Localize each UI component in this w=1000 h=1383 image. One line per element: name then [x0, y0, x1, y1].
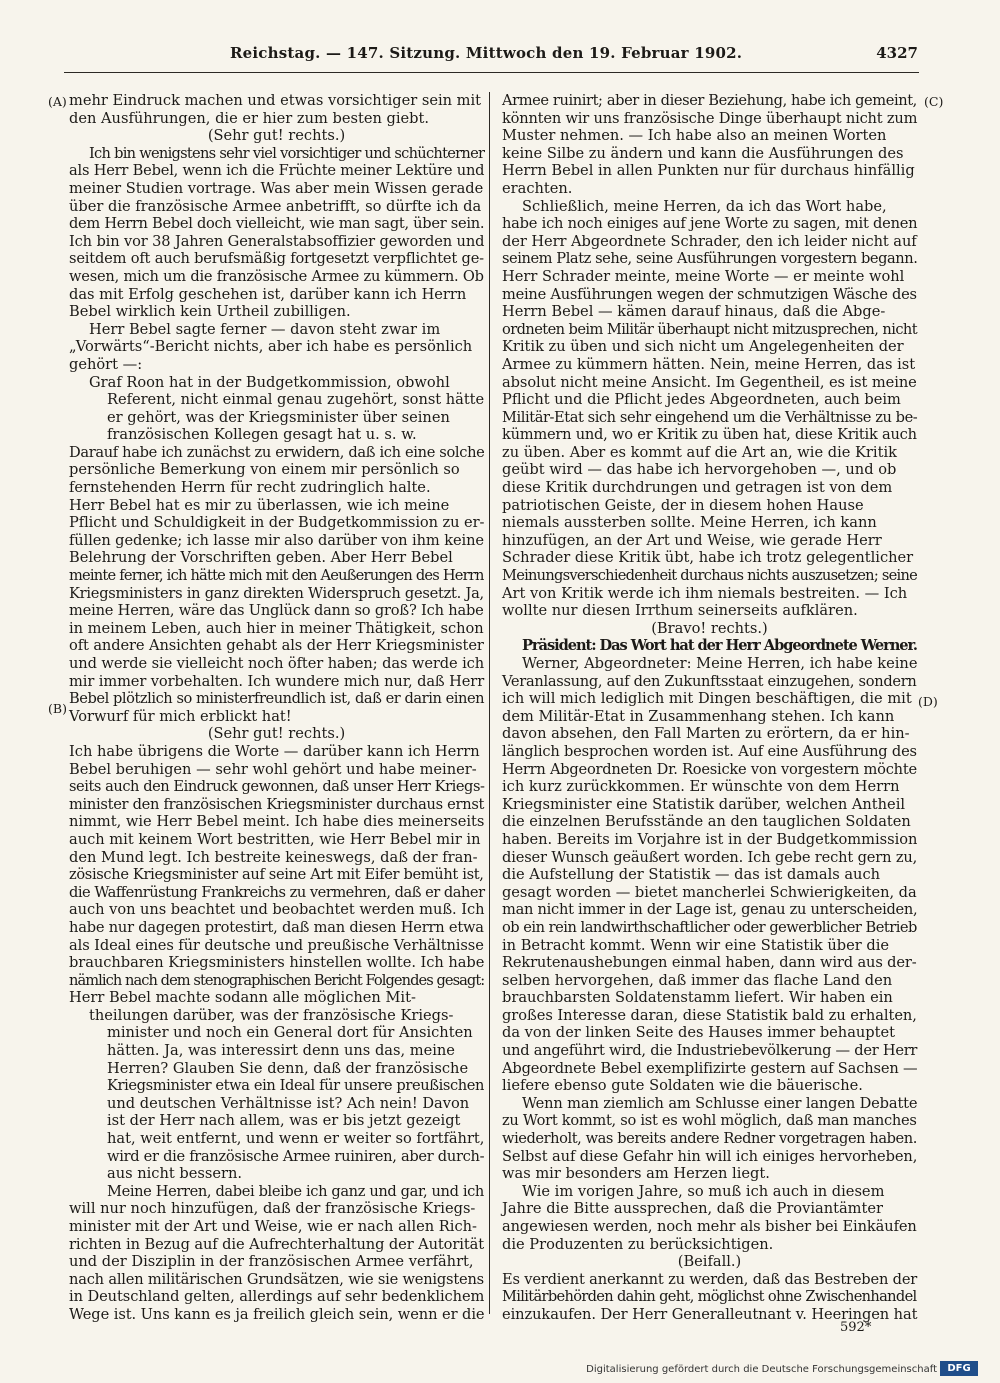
left-line: das mit Erfolg geschehen ist, darüber kann ich Herrn — [69, 285, 467, 303]
right-column — [502, 92, 917, 1324]
right-line: da von der linken Seite des Hauses immer behauptet — [502, 1024, 896, 1042]
left-line: will nur noch hinzufügen, daß der französische Kriegs- — [69, 1200, 476, 1218]
left-line: Ich bin vor 38 Jahren Generalstabsoffizier geworden und — [69, 232, 485, 250]
right-line: selben hervorgehen, daß immer das flache Land den — [502, 971, 893, 989]
left-line: Herr Bebel machte sodann alle möglichen Mit- — [69, 989, 416, 1007]
left-line: mir immer vorbehalten. Ich wundere mich nur, daß Herr — [69, 672, 485, 690]
left-line: ist der Herr nach allem, was er bis jetzt gezeigt — [107, 1112, 461, 1130]
right-line: die Produzenten zu berücksichtigen. — [502, 1235, 774, 1253]
left-line: Ich habe übrigens die Worte — darüber kann ich Herrn — [69, 742, 480, 760]
margin-marker-c: (C) — [924, 94, 944, 109]
page-number: 4327 — [876, 44, 918, 62]
left-line: minister mit der Art und Weise, wie er nach allen Rich- — [69, 1218, 477, 1235]
left-line: und deutschen Verhältnisse ist? Ach nein! Davon — [107, 1094, 470, 1112]
right-line: und angeführt wird, die Industriebevölkerung — der Herr — [502, 1042, 918, 1060]
left-line: nach allen militärischen Grundsätzen, wie sie wenigstens — [69, 1270, 484, 1288]
right-line: Präsident: Das Wort hat der Herr Abgeordnete Werner. — [522, 637, 917, 655]
right-line: geübt wird — das habe ich hervorgehoben —, und ob — [502, 461, 897, 479]
left-line: Bebel wirklich kein Urtheil zubilligen. — [69, 303, 351, 321]
left-line: Belehrung der Vorschriften geben. Aber Herr Bebel — [69, 549, 453, 567]
left-line: über die französische Armee anbetrifft, so dürfte ich da — [69, 197, 482, 215]
left-line: Herr Bebel hat es mir zu überlassen, wie ich meine — [69, 496, 450, 514]
left-column — [69, 92, 484, 1324]
left-line: in meinem Leben, auch hier in meiner Thätigkeit, schon — [69, 619, 484, 637]
right-line: man nicht immer in der Lage ist, genau zu unterscheiden, — [502, 901, 918, 919]
left-line: oft andere Ansichten gehabt als der Herr Kriegsminister — [69, 637, 484, 655]
right-line: zu üben. Aber es kommt auf die Art an, wie die Kritik — [502, 443, 897, 461]
left-line: minister und noch ein General dort für Ansichten — [107, 1024, 473, 1042]
left-line: theilungen darüber, was der französische Kriegs- — [89, 1006, 454, 1024]
right-line: Kriegsminister eine Statistik darüber, welchen Antheil — [502, 795, 906, 813]
right-line: (Bravo! rechts.) — [651, 619, 768, 637]
right-line: keine Silbe zu ändern und kann die Ausführungen des — [502, 144, 904, 162]
left-line: die Waffenrüstung Frankreichs zu vermehren, daß er daher — [69, 883, 485, 901]
left-line: Ich bin wenigstens sehr viel vorsichtiger und schüchterner — [89, 144, 485, 162]
left-line: Meine Herren, dabei bleibe ich ganz und gar, und ich — [107, 1182, 484, 1200]
right-line: wollte nur diesen Irrthum seinerseits aufklären. — [502, 602, 858, 620]
right-line: der Herr Abgeordnete Schrader, den ich leider nicht auf — [502, 232, 917, 250]
left-line: Darauf habe ich zunächst zu erwidern, daß ich eine solche — [69, 443, 485, 461]
right-line: länglich besprochen worden ist. Auf eine Ausführung des — [502, 742, 917, 760]
right-line: (Beifall.) — [677, 1253, 742, 1271]
right-line: Art von Kritik werde ich ihm niemals bestreiten. — Ich — [502, 584, 908, 602]
left-line: hätten. Ja, was interessirt denn uns das, meine — [107, 1042, 455, 1060]
left-line: dem Herrn Bebel doch vielleicht, wie man sagt, über sein. — [69, 215, 485, 233]
right-line: brauchbarsten Soldatenstamm liefert. Wir haben ein — [502, 989, 893, 1007]
running-head: Reichstag. — 147. Sitzung. Mittwoch den 19. Februar 1902. — [230, 44, 743, 62]
right-line: patriotischen Geiste, der in diesem hohen Hause — [502, 496, 864, 514]
right-line: die Aufstellung der Statistik — das ist damals auch — [502, 866, 881, 884]
right-line: Werner, Abgeordneter: Meine Herren, ich habe keine — [522, 655, 918, 672]
left-line: zösische Kriegsminister auf seine Art mit Eifer bemüht ist, — [69, 866, 484, 884]
left-line: seits auch den Eindruck gewonnen, daß unser Herr Kriegs- — [69, 778, 485, 796]
right-line: Es verdient anerkannt zu werden, daß das Bestreben der — [502, 1270, 918, 1288]
left-line: Kriegsministers in ganz direkten Widerspruch gesetzt. Ja, — [69, 584, 484, 602]
right-line: zu Wort kommt, so ist es wohl möglich, daß man manches — [502, 1112, 917, 1130]
left-line: als Herr Bebel, wenn ich die Früchte meiner Lektüre und — [69, 162, 485, 180]
right-line: wiederholt, was bereits andere Redner vorgetragen haben. — [502, 1130, 917, 1148]
left-line: den Ausführungen, die er hier zum besten giebt. — [69, 109, 429, 127]
left-line: Bebel plötzlich so ministerfreundlich ist, daß er darin einen — [69, 690, 485, 708]
left-line: nimmt, wie Herr Bebel meint. Ich habe dies meinerseits — [69, 813, 485, 831]
left-line: habe nur dagegen protestirt, daß man diesen Herrn etwa — [69, 918, 484, 936]
right-line: ordneten beim Militär überhaupt nicht mitzusprechen, nicht — [502, 320, 918, 338]
left-line: er gehört, was der Kriegsminister über seinen — [107, 408, 450, 426]
right-line: erachten. — [502, 179, 573, 197]
right-line: die einzelnen Berufsstände an den tauglichen Soldaten — [502, 813, 911, 831]
right-line: Abgeordnete Bebel exemplifizirte gestern auf Sachsen — — [502, 1059, 918, 1077]
right-line: diese Kritik durchdrungen und getragen ist von dem — [502, 479, 893, 497]
digitization-credit: Digitalisierung gefördert durch die Deutsche Forschungsgemeinschaft — [586, 1364, 937, 1375]
left-line: meiner Studien vortrage. Was aber mein Wissen gerade — [69, 179, 484, 197]
left-line: wird er die französische Armee ruiniren, aber durch- — [107, 1147, 485, 1165]
left-line: und der Disziplin in der französischen Armee verfährt, — [69, 1253, 474, 1271]
left-line: brauchbaren Kriegsministers hinstellen wollte. Ich habe — [69, 954, 485, 972]
right-line: habe ich noch einiges auf jene Worte zu sagen, mit denen — [502, 215, 918, 233]
right-line: Herrn Bebel in allen Punkten nur für durchaus hinfällig — [502, 162, 915, 180]
left-line: hat, weit entfernt, und wenn er weiter so fortfährt, — [107, 1130, 485, 1148]
right-line: Selbst auf diese Gefahr hin will ich einiges hervorheben, — [502, 1147, 918, 1165]
right-line: meine Ausführungen wegen der schmutzigen Wäsche des — [502, 285, 917, 303]
right-line: Muster nehmen. — Ich habe also an meinen Worten — [502, 127, 887, 145]
margin-marker-d: (D) — [918, 694, 938, 709]
right-line: Kritik zu üben und sich nicht um Angelegenheiten der — [502, 338, 904, 356]
left-line: Referent, nicht einmal genau zugehört, sonst hätte — [107, 391, 485, 409]
left-line: fernstehenden Herrn für recht zudringlich halte. — [69, 479, 431, 497]
left-line: Herr Bebel sagte ferner — davon steht zwar im — [89, 320, 441, 338]
left-line: „Vorwärts“-Bericht nichts, aber ich habe es persönlich — [69, 338, 473, 356]
right-line: Wie im vorigen Jahre, so muß ich auch in diesem — [522, 1182, 885, 1200]
right-line: dem Militär-Etat in Zusammenhang stehen. Ich kann — [502, 707, 895, 725]
left-line: seitdem oft auch berufsmäßig fortgesetzt verpflichtet ge- — [69, 250, 484, 268]
margin-marker-b: (B) — [48, 701, 67, 716]
column-divider — [489, 92, 490, 1314]
left-line: meine Herren, wäre das Unglück dann so groß? Ich habe — [69, 602, 484, 620]
right-line: Schließlich, meine Herren, da ich das Wort habe, — [522, 197, 887, 215]
right-line: was mir besonders am Herzen liegt. — [502, 1165, 770, 1183]
left-line: wesen, mich um die französische Armee zu kümmern. Ob — [69, 267, 484, 285]
left-line: den Mund legt. Ich bestreite keineswegs, daß der fran- — [69, 848, 478, 866]
right-line: liefere ebenso gute Soldaten wie die bäuerische. — [502, 1077, 863, 1095]
right-line: Herrn Abgeordneten Dr. Roesicke von vorgestern möchte — [502, 760, 917, 778]
left-line: Kriegsminister etwa ein Ideal für unsere preußischen — [107, 1077, 485, 1095]
right-line: niemals aussterben sollte. Meine Herren, ich kann — [502, 514, 877, 532]
right-line: haben. Bereits im Vorjahre ist in der Budgetkommission — [502, 830, 918, 848]
left-line: mehr Eindruck machen und etwas vorsichtiger sein mit — [69, 92, 482, 109]
right-line: Armee zu kümmern hätten. Nein, meine Herren, das ist — [502, 355, 916, 373]
left-line: auch von uns beachtet und beobachtet werden muß. Ich — [69, 901, 485, 919]
margin-marker-a: (A) — [48, 94, 67, 109]
left-line: minister den französischen Kriegsminister durchaus ernst — [69, 795, 485, 813]
right-line: kümmern und, wo er Kritik zu üben hat, diese Kritik auch — [502, 426, 917, 444]
right-line: Jahre die Bitte aussprechen, daß die Proviantämter — [502, 1200, 883, 1218]
left-line: (Sehr gut! rechts.) — [207, 725, 346, 743]
left-line: Wege ist. Uns kann es ja freilich gleich sein, wenn er die — [69, 1305, 485, 1323]
left-line: und werde sie vielleicht noch öfter haben; das werde ich — [69, 655, 485, 672]
left-line: (Sehr gut! rechts.) — [207, 127, 346, 145]
left-line: französischen Kollegen gesagt hat u. s. w. — [107, 426, 417, 444]
left-line: als Ideal eines für deutsche und preußische Verhältnisse — [69, 936, 484, 954]
right-line: einzukaufen. Der Herr Generalleutnant v. Heeringen hat — [502, 1305, 918, 1323]
right-line: Militär-Etat sich sehr eingehend um die Verhältnisse zu be- — [502, 408, 918, 426]
dfg-logo: DFG — [940, 1361, 978, 1376]
left-line: persönliche Bemerkung von einem mir persönlich so — [69, 461, 460, 479]
right-line: Militärbehörden dahin geht, möglichst ohne Zwischenhandel — [502, 1288, 917, 1306]
right-line: großes Interesse daran, diese Statistik bald zu erhalten, — [502, 1006, 917, 1024]
right-line: Herrn Bebel — kämen darauf hinaus, daß die Abge- — [502, 303, 886, 321]
header-rule — [64, 72, 919, 73]
left-line: meinte ferner, ich hätte mich mit den Aeußerungen des Herrn — [69, 567, 484, 585]
right-line: Meinungsverschiedenheit durchaus nichts auszusetzen; seine — [502, 567, 918, 585]
right-line: Pflicht und die Pflicht jedes Abgeordneten, auch beim — [502, 391, 901, 409]
right-line: könnten wir uns französische Dinge überhaupt nicht zum — [502, 109, 918, 127]
right-line: Armee ruinirt; aber in dieser Beziehung, habe ich gemeint, — [502, 92, 917, 109]
sheet-signature: 592* — [840, 1320, 872, 1335]
right-line: davon absehen, den Fall Marten zu erörtern, da er hin- — [502, 725, 910, 743]
right-line: Wenn man ziemlich am Schlusse einer langen Debatte — [522, 1094, 918, 1112]
left-line: gehört —: — [69, 355, 143, 373]
right-line: dieser Wunsch geäußert worden. Ich gebe recht gern zu, — [502, 848, 918, 866]
right-line: Schrader diese Kritik übt, habe ich trotz gelegentlicher — [502, 549, 914, 567]
left-line: Graf Roon hat in der Budgetkommission, obwohl — [89, 373, 450, 391]
left-line: Herren? Glauben Sie denn, daß der französische — [107, 1059, 469, 1077]
right-line: Herr Schrader meinte, meine Worte — er meinte wohl — [502, 267, 905, 285]
right-line: seinem Platz sehe, seine Ausführungen vorgestern begann. — [502, 250, 918, 268]
right-line: hinzufügen, an der Art und Weise, wie gerade Herr — [502, 531, 882, 549]
left-line: Vorwurf für mich erblickt hat! — [69, 707, 292, 725]
right-line: angewiesen werden, noch mehr als bisher bei Einkäufen — [502, 1218, 917, 1235]
left-line: auch mit keinem Wort bestritten, wie Herr Bebel mir in — [69, 830, 481, 848]
left-line: richten in Bezug auf die Aufrechterhaltung der Autorität — [69, 1235, 485, 1253]
left-line: nämlich nach dem stenographischen Bericht Folgendes gesagt: — [69, 971, 485, 989]
right-line: ich will mich lediglich mit Dingen beschäftigen, die mit — [502, 690, 912, 708]
right-line: gesagt worden — bietet mancherlei Schwierigkeiten, da — [502, 883, 917, 901]
left-line: füllen gedenke; ich lasse mir also darüber von ihm keine — [69, 531, 484, 549]
right-line: Rekrutenaushebungen einmal haben, dann wird aus der- — [502, 954, 917, 972]
left-line: Bebel beruhigen — sehr wohl gehört und habe meiner- — [69, 760, 477, 778]
right-line: in Betracht kommt. Wenn wir eine Statistik über die — [502, 936, 890, 954]
left-line: Pflicht und Schuldigkeit in der Budgetkommission zu er- — [69, 514, 485, 532]
right-line: ob ein rein landwirthschaftlicher oder gewerblicher Betrieb — [502, 918, 917, 936]
right-line: ich kurz zurückkommen. Er wünschte von dem Herrn — [502, 778, 900, 796]
left-line: aus nicht bessern. — [107, 1165, 242, 1183]
right-line: Veranlassung, auf den Zukunftsstaat einzugehen, sondern — [502, 672, 917, 690]
left-line: in Deutschland gelten, allerdings auf sehr bedenklichem — [69, 1288, 485, 1306]
right-line: absolut nicht meine Ansicht. Im Gegentheil, es ist meine — [502, 373, 917, 391]
